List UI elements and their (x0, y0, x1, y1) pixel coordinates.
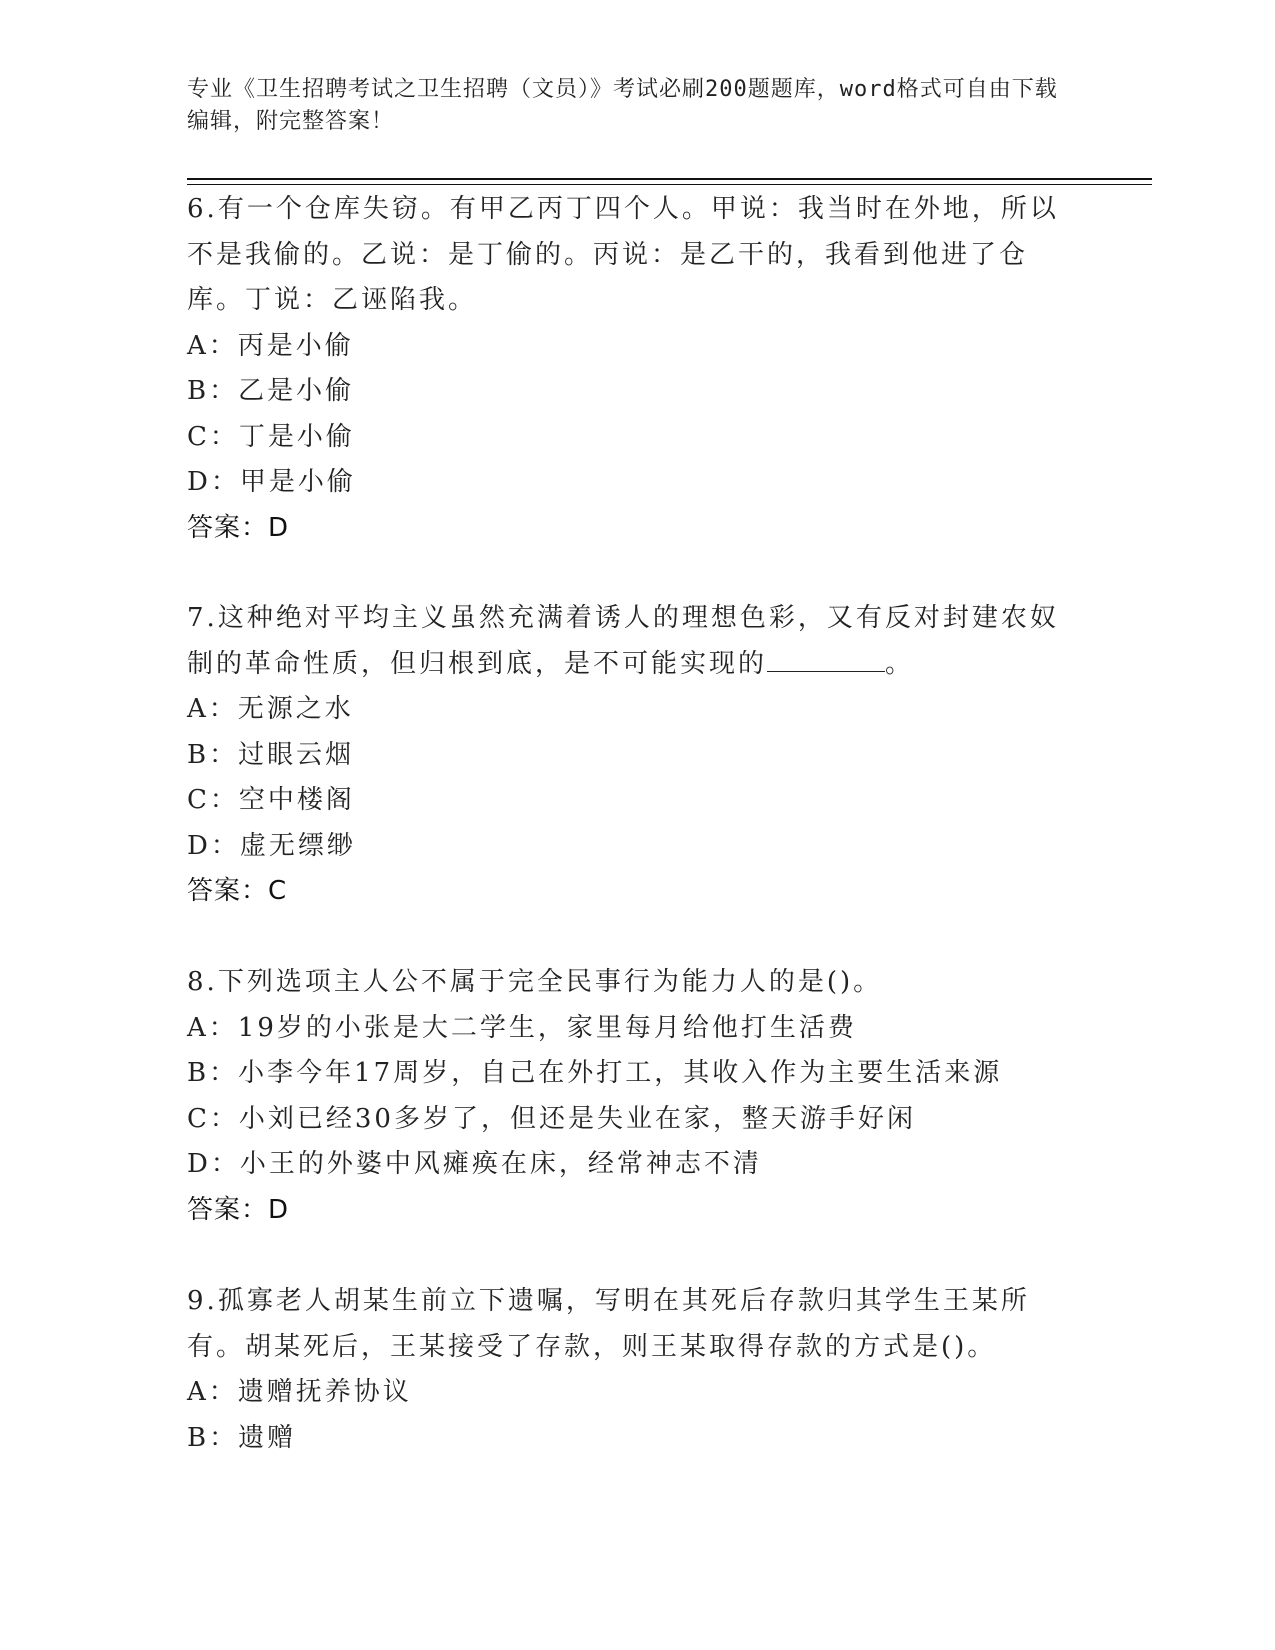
question-text: 这种绝对平均主义虽然充满着诱人的理想色彩，又有反对封建农奴制的革命性质，但归根到底，是不可能实现的 (187, 603, 1059, 679)
question-number: 7. (187, 603, 218, 633)
answer-line: 答案：D (187, 1194, 290, 1225)
option-a: A：19岁的小张是大二学生，家里每月给他打生活费 (187, 1012, 857, 1043)
option-b: B：遗赠 (187, 1422, 297, 1453)
option-c: C：丁是小偷 (187, 421, 355, 452)
question-9 (187, 1279, 1067, 1461)
option-d: D：虚无缥缈 (187, 830, 356, 861)
answer-line: 答案：D (187, 512, 290, 543)
option-d: D：甲是小偷 (187, 467, 356, 497)
option-a: A：丙是小偷 (187, 330, 354, 361)
question-stem (187, 960, 1067, 1006)
option-a: A：无源之水 (187, 694, 354, 724)
question-text: 有一个仓库失窃。有甲乙丙丁四个人。甲说：我当时在外地，所以不是我偷的。乙说：是丁偷的。丙说：是乙干的，我看到他进了仓库。丁说：乙诬陷我。 (187, 194, 1059, 315)
question-text: 孤寡老人胡某生前立下遗嘱，写明在其死后存款归其学生王某所有。胡某死后，王某接受了存款，则王某取得存款的方式是()。 (187, 1286, 1030, 1362)
header-divider-thick (187, 178, 1152, 180)
option-c: C：空中楼阁 (187, 785, 355, 815)
question-number: 8. (187, 967, 218, 997)
question-text-end: 。 (885, 648, 915, 679)
question-6 (187, 187, 1067, 551)
question-stem (187, 596, 1067, 687)
option-b: B：小李今年17周岁，自己在外打工，其收入作为主要生活来源 (187, 1058, 1003, 1088)
option-b: B：过眼云烟 (187, 739, 355, 770)
question-stem (187, 187, 1067, 324)
option-b: B：乙是小偷 (187, 376, 355, 406)
question-number: 9. (187, 1286, 218, 1316)
header-divider-thin (187, 184, 1152, 185)
question-number: 6. (187, 194, 218, 224)
fill-in-blank (767, 649, 885, 672)
answer-line: 答案：C (187, 876, 288, 906)
option-d: D：小王的外婆中风瘫痪在床，经常神志不清 (187, 1149, 762, 1179)
question-8 (187, 960, 1067, 1233)
document-header: 专业《卫生招聘考试之卫生招聘（文员）》考试必刷200题题库，word格式可自由下载编辑，附完整答案！ (187, 77, 1058, 134)
question-stem (187, 1279, 1067, 1370)
question-7 (187, 596, 1067, 915)
question-text: 下列选项主人公不属于完全民事行为能力人的是()。 (217, 967, 883, 997)
option-a: A：遗赠抚养协议 (187, 1377, 412, 1407)
option-c: C：小刘已经30多岁了，但还是失业在家，整天游手好闲 (187, 1103, 916, 1134)
